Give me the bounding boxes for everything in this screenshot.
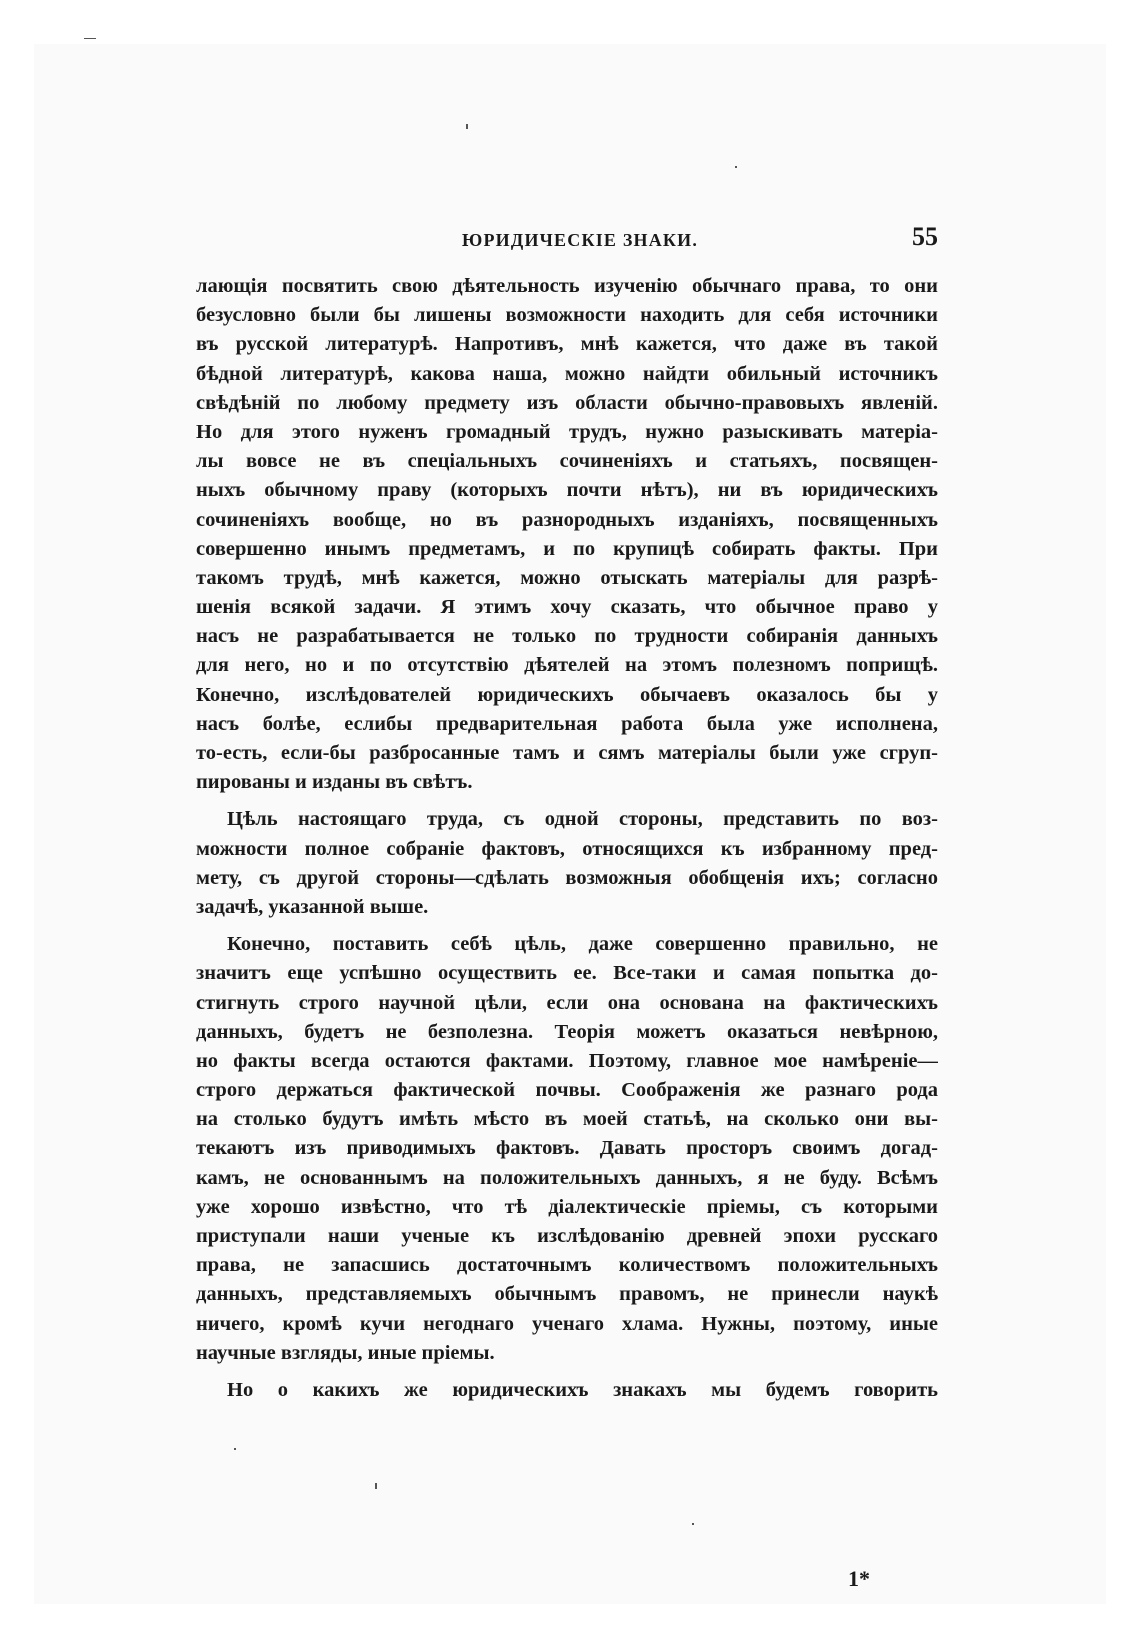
text-line: приступали наши ученые къ изслѣдованію древней эпохи русскаго: [196, 1225, 938, 1247]
text-line: лающія посвятить свою дѣятельность изученію обычнаго права, то они: [196, 275, 938, 297]
text-line: ныхъ обычному праву (которыхъ почти нѣтъ), ни въ юридическихъ: [196, 479, 938, 502]
text-line: бѣдной литературѣ, какова наша, можно найдти обильный источникъ: [196, 362, 938, 385]
text-line: сочиненіяхъ вообще, но въ разнородныхъ изданіяхъ, посвященныхъ: [196, 508, 938, 531]
text-line: лы вовсе не въ спеціальныхъ сочиненіяхъ и статьяхъ, посвящен-: [196, 450, 938, 473]
text-line: свѣдѣній по любому предмету изъ области обычно-правовыхъ явленій.: [196, 391, 938, 414]
text-line: такомъ трудѣ, мнѣ кажется, можно отыскать матеріалы для разрѣ-: [196, 566, 938, 589]
text-line: данныхъ, представляемыхъ обычнымъ правомъ, не принесли наукѣ: [196, 1283, 938, 1306]
body-text: [196, 272, 938, 1413]
page-header: [196, 222, 938, 258]
text-line: уже хорошо извѣстно, что тѣ діалектическіе пріемы, съ которыми: [196, 1195, 938, 1218]
text-line: камъ, не основаннымъ на положительныхъ данныхъ, я не буду. Всѣмъ: [196, 1166, 938, 1189]
paragraph: [196, 272, 938, 797]
text-line: совершенно инымъ предметамъ, и по крупицѣ собирать факты. При: [196, 537, 938, 560]
paragraph: [196, 930, 938, 1368]
scan-speck: [234, 1448, 236, 1450]
text-line: значитъ еще успѣшно осуществить ее. Все-таки и самая попытка до-: [196, 962, 938, 985]
text-line: для него, но и по отсутствію дѣятелей на этомъ полезномъ поприщѣ.: [196, 654, 938, 677]
text-line: шенія всякой задачи. Я этимъ хочу сказать, что обычное право у: [196, 596, 938, 619]
text-line: насъ не разрабатывается не только по трудности собиранія данныхъ: [196, 625, 938, 648]
scan-speck: [84, 38, 96, 39]
text-line: Конечно, изслѣдователей юридическихъ обычаевъ оказалось бы у: [196, 683, 938, 706]
scan-speck: [375, 1483, 377, 1489]
page-number: 55: [912, 222, 938, 251]
signature-mark: 1*: [848, 1566, 870, 1591]
paragraph: [196, 805, 938, 922]
text-line: стигнуть строго научной цѣли, если она основана на фактическихъ: [196, 991, 938, 1014]
text-line: но факты всегда остаются фактами. Поэтому, главное мое намѣреніе—: [196, 1049, 938, 1072]
text-line: задачѣ, указанной выше.: [196, 895, 429, 918]
scan-speck: [735, 166, 737, 168]
text-line: мету, съ другой стороны—сдѣлать возможныя обобщенія ихъ; согласно: [196, 866, 938, 889]
text-line: строго держаться фактической почвы. Соображенія же разнаго рода: [196, 1079, 938, 1102]
text-line: насъ болѣе, еслибы предварительная работа была уже исполнена,: [196, 712, 938, 735]
text-line: пированы и изданы въ свѣтъ.: [196, 771, 473, 794]
text-line: можности полное собраніе фактовъ, относящихся къ избранному пред-: [196, 837, 938, 860]
text-line: на столько будутъ имѣть мѣсто въ моей статьѣ, на сколько они вы-: [196, 1108, 938, 1131]
text-line: данныхъ, будетъ не безполезна. Теорія можетъ оказаться невѣрною,: [196, 1020, 938, 1043]
text-line: въ русской литературѣ. Напротивъ, мнѣ кажется, что даже въ такой: [196, 333, 938, 356]
text-line: безусловно были бы лишены возможности находить для себя источники: [196, 304, 938, 327]
scan-speck: [466, 124, 468, 129]
text-line: Цѣль настоящаго труда, съ одной стороны, представить по воз-: [227, 808, 938, 831]
text-line: Но для этого нуженъ громадный трудъ, нужно разыскивать матеріа-: [196, 420, 938, 443]
running-title: ЮРИДИЧЕСКІЕ ЗНАКИ.: [462, 230, 699, 250]
text-line: научные взгляды, иные пріемы.: [196, 1341, 495, 1364]
text-line: текаютъ изъ приводимыхъ фактовъ. Давать просторъ своимъ догад-: [196, 1137, 938, 1160]
text-line: то-есть, если-бы разбросанные тамъ и сямъ матеріалы были уже сгруп-: [196, 742, 938, 764]
text-line: ничего, кромѣ кучи негоднаго ученаго хлама. Нужны, поэтому, иные: [196, 1312, 938, 1335]
text-line: Конечно, поставить себѣ цѣль, даже совершенно правильно, не: [227, 933, 938, 956]
scan-speck: [692, 1523, 694, 1525]
paragraph: [196, 1376, 938, 1405]
text-line: права, не запасшись достаточнымъ количествомъ положительныхъ: [196, 1254, 938, 1277]
text-line: Но о какихъ же юридическихъ знакахъ мы будемъ говорить: [227, 1378, 938, 1401]
